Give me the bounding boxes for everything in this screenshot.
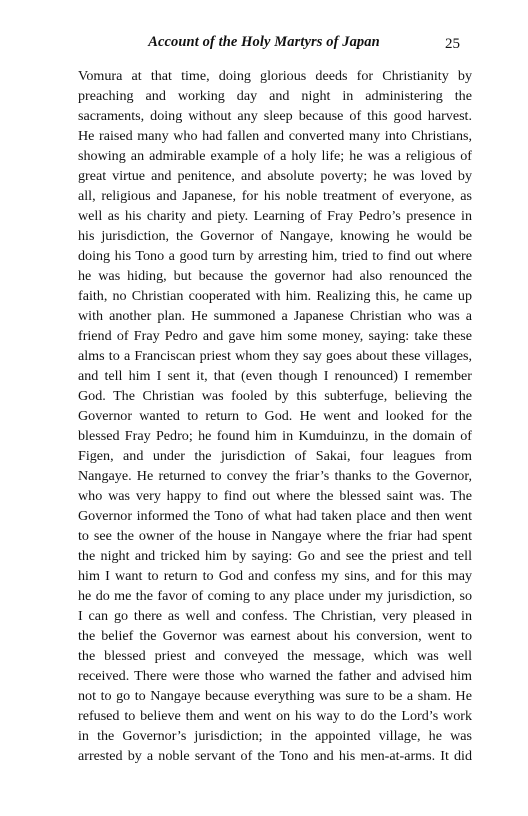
text-line: the night and tricked him by saying: Go and see the priest and tell	[78, 548, 472, 564]
text-line: Vomura at that time, doing glorious deeds for Christianity by	[78, 68, 472, 84]
text-line: well as his charity and piety. Learning of Fray Pedro’s presence in	[78, 208, 472, 224]
text-line: with another plan. He summoned a Japanese Christian who was a	[78, 308, 472, 324]
text-line: the belief the Governor was earnest about his conversion, went to	[78, 628, 472, 644]
text-line: refused to believe them and went on his way to do the Lord’s work	[78, 708, 472, 724]
text-line: arrested by a noble servant of the Tono and his men-at-arms. It did	[78, 748, 472, 764]
body-text	[78, 66, 472, 766]
text-line: Governor informed the Tono of what had taken place and then went	[78, 508, 472, 524]
text-line: he do me the favor of coming to any place under my jurisdiction, so	[78, 588, 472, 604]
text-line: great virtue and penitence, and absolute poverty; he was loved by	[78, 168, 472, 184]
text-line: all, religious and Japanese, for his noble treatment of everyone, as	[78, 188, 472, 204]
text-line: showing an admirable example of a holy life; he was a religious of	[78, 148, 472, 164]
text-line: I can go there as well and confess. The Christian, very pleased in	[78, 608, 472, 624]
text-line: Governor wanted to return to God. He went and looked for the	[78, 408, 472, 424]
text-line: in the Governor’s jurisdiction; in the appointed village, he was	[78, 728, 472, 744]
text-line: friend of Fray Pedro and gave him some money, saying: take these	[78, 328, 472, 344]
text-line: he was hiding, but because the governor had also renounced the	[78, 268, 472, 284]
text-line: the blessed priest and conveyed the message, which was well	[78, 648, 472, 664]
text-line: sacraments, doing without any sleep because of this good harvest.	[78, 108, 472, 124]
text-line: his jurisdiction, the Governor of Nangaye, knowing he would be	[78, 228, 472, 244]
text-line: alms to a Franciscan priest whom they say goes about these villages,	[78, 348, 472, 364]
text-line: blessed Fray Pedro; he found him in Kumduinzu, in the domain of	[78, 428, 472, 444]
text-line: faith, no Christian cooperated with him. Realizing this, he came up	[78, 288, 472, 304]
text-line: him I want to return to God and confess my sins, and for this may	[78, 568, 472, 584]
text-line: received. There were those who warned the father and advised him	[78, 668, 472, 684]
text-line: God. The Christian was fooled by this subterfuge, believing the	[78, 388, 472, 404]
running-title: Account of the Holy Martyrs of Japan	[148, 34, 380, 50]
text-line: Nangaye. He returned to convey the friar’s thanks to the Governor,	[78, 468, 472, 484]
text-line: who was very happy to find out where the blessed saint was. The	[78, 488, 472, 504]
text-line: He raised many who had fallen and converted many into Christians,	[78, 128, 472, 144]
text-line: preaching and working day and night in administering the	[78, 88, 472, 104]
text-line: to see the owner of the house in Nangaye where the friar had spent	[78, 528, 472, 544]
text-line: doing his Tono a good turn by arresting him, tried to find out where	[78, 248, 472, 264]
text-line: Figen, and under the jurisdiction of Sakai, four leagues from	[78, 448, 472, 464]
page-number: 25	[445, 36, 460, 52]
text-line: not to go to Nangaye because everything was sure to be a sham. He	[78, 688, 472, 704]
text-line: and tell him I sent it, that (even though I renounced) I remember	[78, 368, 472, 384]
